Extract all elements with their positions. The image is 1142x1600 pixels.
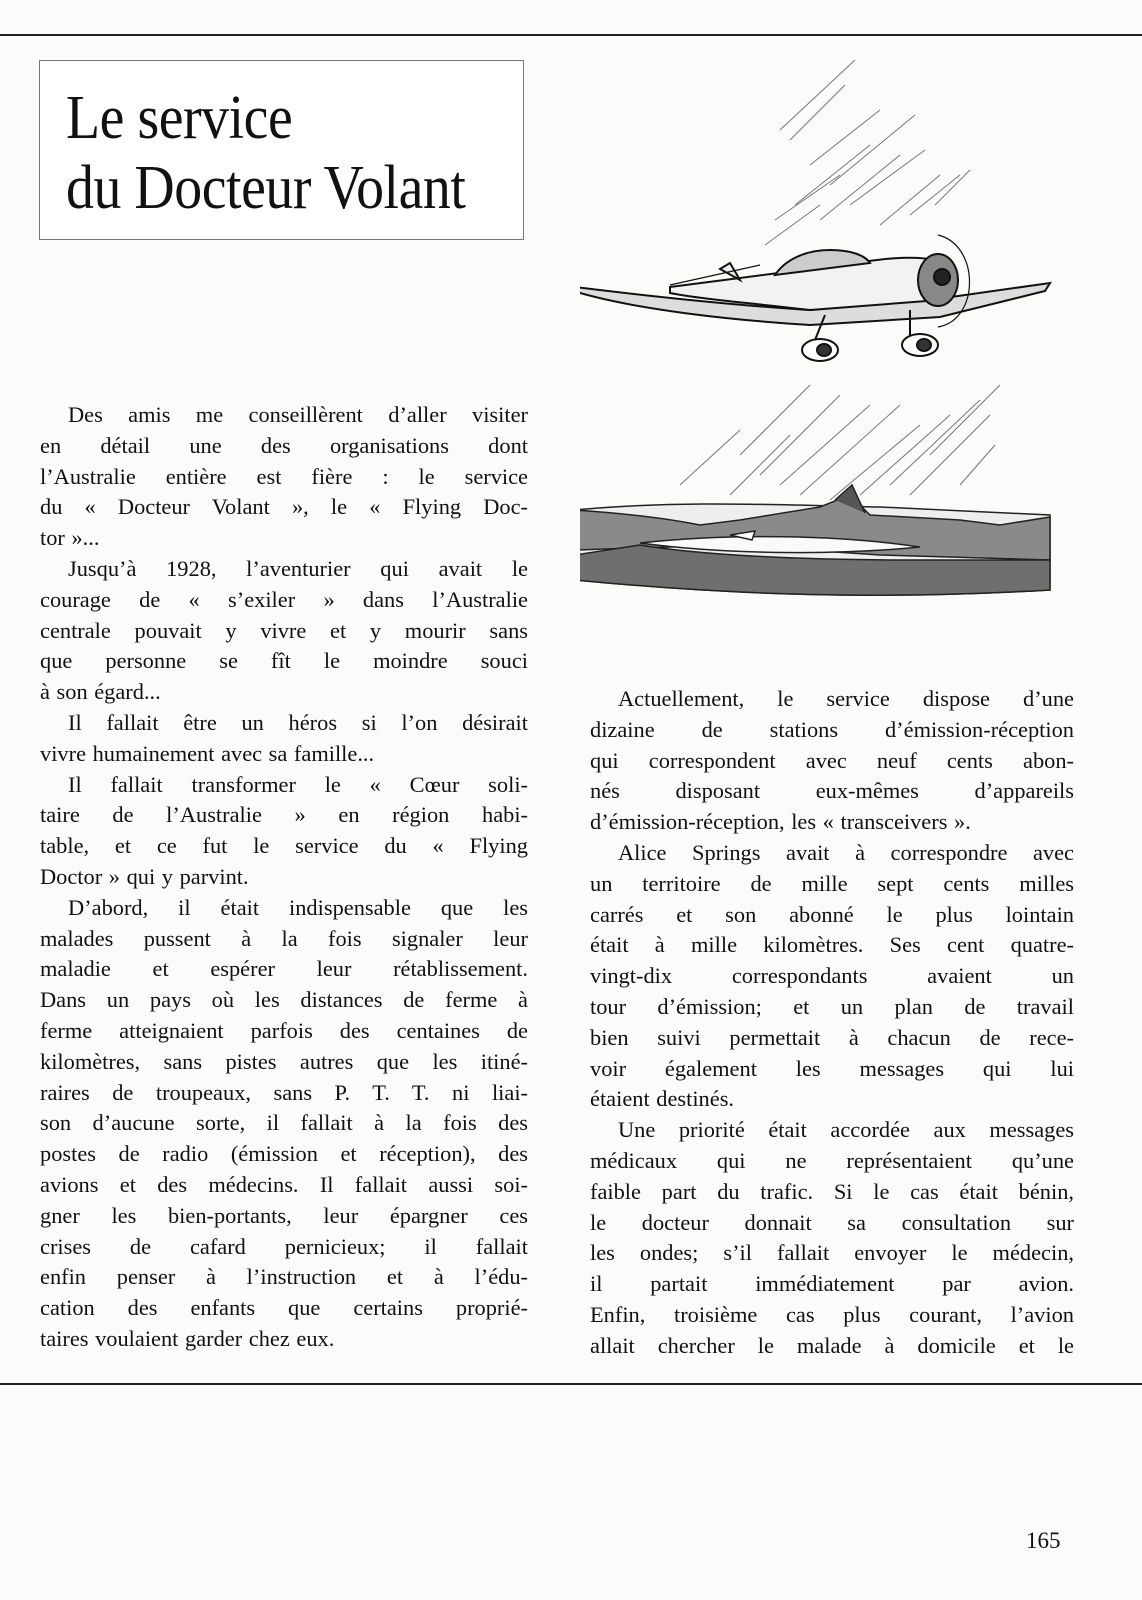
page-title: [66, 83, 465, 223]
title-line-2: du Docteur Volant: [66, 154, 466, 222]
text-line: vingt-dix correspondants avaient un: [590, 963, 1074, 989]
text-line: nés disposant eux-mêmes d’appareils: [590, 778, 1074, 804]
text-line: carrés et son abonné le plus lointain: [590, 901, 1074, 927]
text-line: Actuellement, le service dispose d’une: [618, 686, 1074, 711]
text-line: un territoire de mille sept cents milles: [590, 870, 1074, 896]
airplane-illustration: [580, 55, 1080, 635]
text-line: Dans un pays où les distances de ferme à: [40, 987, 528, 1013]
text-line: bien suivi permettait à chacun de rece-: [590, 1024, 1074, 1050]
text-line: kilomètres, sans pistes autres que les itiné-: [40, 1048, 528, 1074]
text-line: ferme atteignaient parfois des centaines de: [40, 1017, 528, 1043]
title-line-1: Le service: [66, 84, 293, 152]
text-line: D’abord, il était indispensable que les: [68, 894, 528, 920]
right-column: [590, 684, 1074, 1362]
top-rule: [0, 34, 1142, 36]
text-line: il partait immédiatement par avion.: [590, 1271, 1074, 1297]
text-line: postes de radio (émission et réception), des: [40, 1141, 528, 1167]
bottom-rule: [0, 1383, 1142, 1385]
text-line: table, et ce fut le service du « Flying: [40, 833, 528, 859]
text-line: était à mille kilomètres. Ses cent quatre-: [590, 932, 1074, 958]
text-line: l’Australie entière est fière : le service: [40, 463, 528, 489]
left-column: [40, 400, 528, 1355]
text-line: Il fallait être un héros si l’on désirait: [68, 709, 528, 735]
text-line: qui correspondent avec neuf cents abon-: [590, 747, 1074, 773]
text-line: en détail une des organisations dont: [40, 432, 528, 458]
text-line: Une priorité était accordée aux messages: [618, 1117, 1074, 1143]
text-line: Enfin, troisième cas plus courant, l’avion: [590, 1301, 1074, 1327]
text-line: enfin penser à l’instruction et à l’édu-: [40, 1264, 528, 1290]
text-line: Alice Springs avait à correspondre avec: [618, 839, 1074, 865]
text-line: faible part du trafic. Si le cas était bénin,: [590, 1178, 1074, 1204]
text-line: Des amis me conseillèrent d’aller visiter: [68, 402, 528, 427]
text-line: centrale pouvait y vivre et y mourir sans: [40, 617, 528, 643]
text-line: le docteur donnait sa consultation sur: [590, 1209, 1074, 1235]
text-line: son d’aucune sorte, il fallait à la fois des: [40, 1110, 528, 1136]
text-line: dizaine de stations d’émission-réception: [590, 716, 1074, 742]
text-line: tor »...: [40, 525, 100, 551]
text-line: avions et des médecins. Il fallait aussi soi-: [40, 1171, 528, 1197]
text-line: d’émission-réception, les « transceivers ».: [590, 809, 971, 835]
text-line: à son égard...: [40, 679, 161, 705]
text-line: du « Docteur Volant », le « Flying Doc-: [40, 494, 528, 520]
text-line: Jusqu’à 1928, l’aventurier qui avait le: [68, 555, 528, 581]
text-line: voir également les messages qui lui: [590, 1055, 1074, 1081]
text-line: vivre humainement avec sa famille...: [40, 740, 375, 766]
text-line: taire de l’Australie » en région habi-: [40, 802, 528, 828]
text-line: allait chercher le malade à domicile et le: [590, 1332, 1074, 1358]
text-line: Il fallait transformer le « Cœur soli-: [68, 771, 528, 797]
text-line: tour d’émission; et un plan de travail: [590, 993, 1074, 1019]
text-line: taires voulaient garder chez eux.: [40, 1325, 335, 1351]
text-line: étaient destinés.: [590, 1086, 735, 1112]
text-line: malades pussent à la fois signaler leur: [40, 925, 528, 951]
text-line: médicaux qui ne représentaient qu’une: [590, 1147, 1074, 1173]
text-line: cation des enfants que certains proprié-: [40, 1295, 528, 1321]
text-line: les ondes; s’il fallait envoyer le médecin,: [590, 1240, 1074, 1266]
text-line: courage de « s’exiler » dans l’Australie: [40, 586, 528, 612]
text-line: Doctor » qui y parvint.: [40, 863, 249, 889]
text-line: gner les bien-portants, leur épargner ces: [40, 1202, 528, 1228]
text-line: raires de troupeaux, sans P. T. T. ni liai-: [40, 1079, 528, 1105]
title-box: [39, 60, 524, 240]
text-line: crises de cafard pernicieux; il fallait: [40, 1233, 528, 1259]
text-line: maladie et espérer leur rétablissement.: [40, 956, 528, 982]
page-number: 165: [1026, 1528, 1061, 1553]
text-line: que personne se fît le moindre souci: [40, 648, 528, 674]
